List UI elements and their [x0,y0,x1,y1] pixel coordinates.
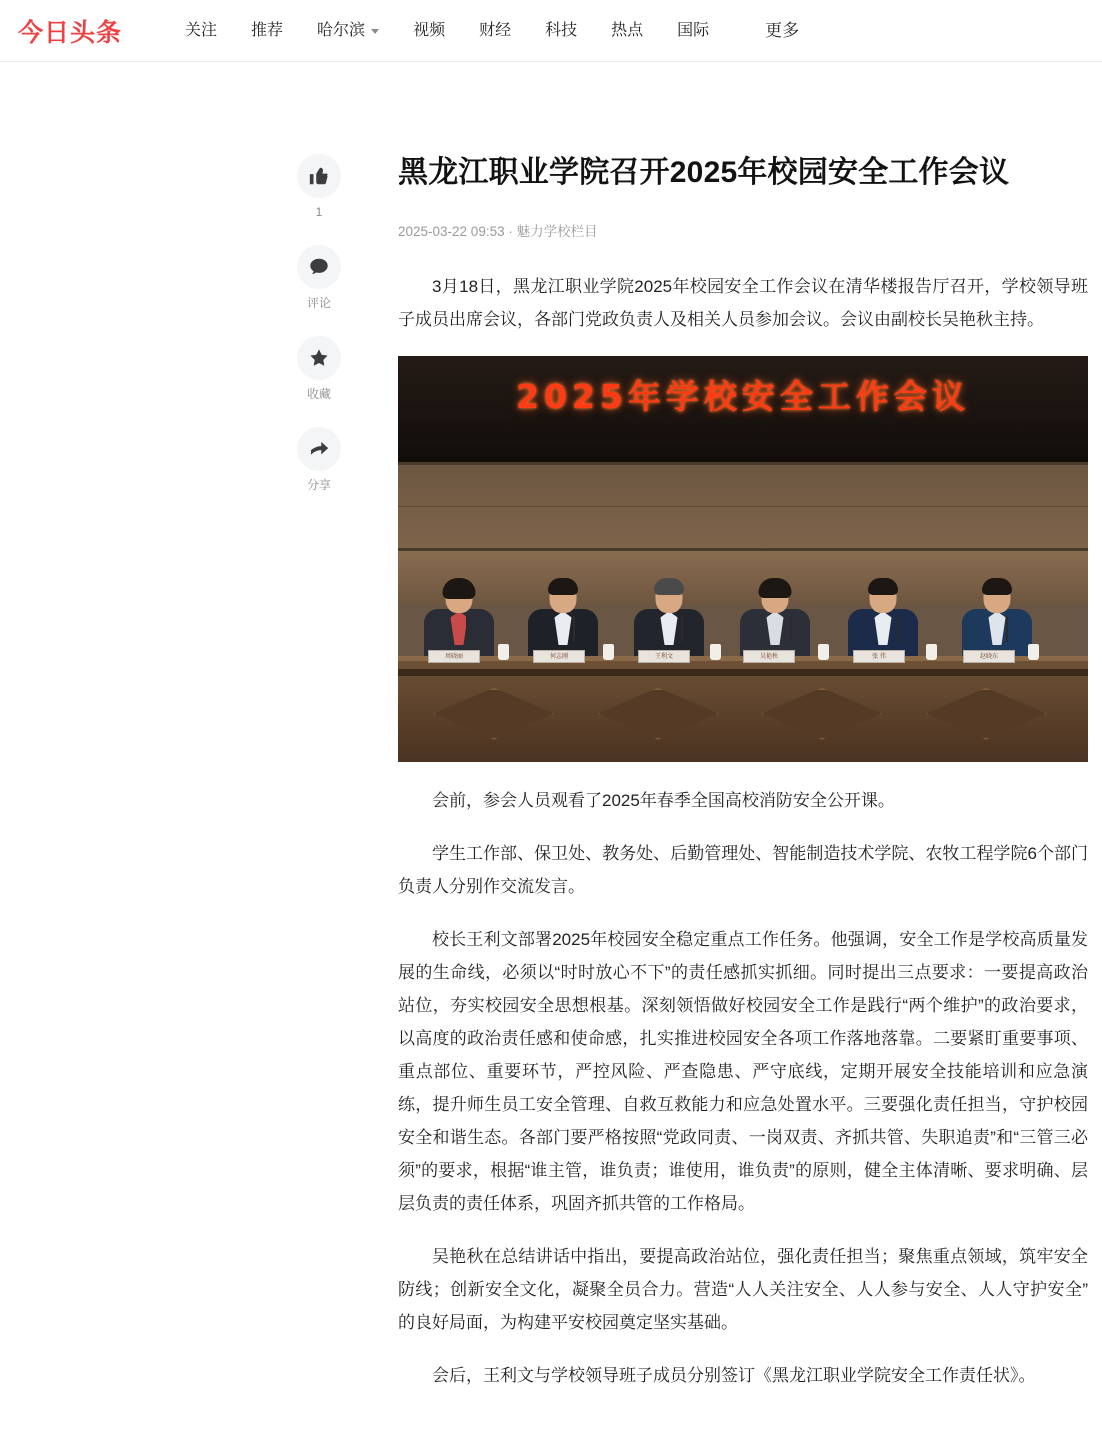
photo-banner [398,356,1088,462]
photo-table [398,656,1088,762]
photo-nameplate: 王利文 [638,650,690,663]
comment-label: 评论 [306,296,331,310]
article-action-bar [288,154,350,518]
nav-item-hot[interactable]: 热点 [611,21,644,39]
star-icon [297,336,341,380]
article-container [398,62,1088,1452]
article-figure [398,356,1088,762]
page-body [0,62,1102,1452]
nav-item-world[interactable]: 国际 [677,21,710,39]
site-header [0,0,1102,62]
photo-nameplate: 张 伟 [853,650,905,663]
nav-item-finance[interactable]: 财经 [479,21,512,39]
like-count: 1 [315,205,323,219]
photo-nameplate: 何志刚 [533,650,585,663]
article-paragraph: 校长王利文部署2025年校园安全稳定重点工作任务。他强调，安全工作是学校高质量发展的生命线，必须以“时时放心不下”的责任感抓实抓细。同时提出三点要求：一要提高政治站位，夯实校园安全思想根基。深刻领悟做好校园安全工作是践行“两个维护”的政治要求，以高度的政治责任感和使命感，扎实推进校园安全各项工作落地落靠。二要紧盯重要事项、重点部位、重要环节，严控风险、严查隐患、严守底线，定期开展安全技能培训和应急演练，提升师生员工安全管理、自救互救能力和应急处置水平。三要强化责任担当，守护校园安全和谐生态。各部门要严格按照“党政同责、一岗双责、齐抓共管、失职追责”和“三管三必须”的要求，根据“谁主管，谁负责；谁使用，谁负责”的原则，健全主体清晰、要求明确、层层负责的责任体系，巩固齐抓共管的工作格局。 [398,930,1088,1213]
photo-wood-panel [398,462,1088,551]
site-logo[interactable]: 今日头条 [14,11,126,51]
favorite-action[interactable] [297,336,341,401]
main-nav [168,0,816,62]
article-meta: 2025-03-22 09:53 · 魅力学校栏目 [398,224,598,239]
thumbs-up-icon [297,154,341,198]
comment-action[interactable] [297,245,341,310]
article-paragraph: 吴艳秋在总结讲话中指出，要提高政治站位，强化责任担当；聚焦重点领域，筑牢安全防线；创新安全文化，凝聚全员合力。营造“人人关注安全、人人参与安全、人人守护安全”的良好局面，为构建平安校园奠定坚实基础。 [398,1247,1088,1332]
chevron-down-icon [371,29,379,34]
comment-icon [297,245,341,289]
photo-nameplate: 赵晓东 [963,650,1015,663]
article-paragraph: 学生工作部、保卫处、教务处、后勤管理处、智能制造技术学院、农牧工程学院6个部门负责人分别作交流发言。 [398,844,1088,896]
photo-banner-text: 2025年学校安全工作会议 [516,376,970,416]
like-action[interactable] [297,154,341,219]
page-title: 黑龙江职业学院召开2025年校园安全工作会议 [398,156,1010,189]
nav-item-more[interactable]: 更多 [765,20,800,40]
nav-item-city-label: 哈尔滨 [317,21,366,39]
article-paragraph: 会前，参会人员观看了2025年春季全国高校消防安全公开课。 [432,791,895,810]
nav-item-tech[interactable]: 科技 [545,21,578,39]
nav-item-recommend[interactable]: 推荐 [251,21,284,39]
photo-nameplate: 周晓丽 [428,650,480,663]
photo-nameplate: 吴艳秋 [743,650,795,663]
favorite-label: 收藏 [306,387,331,401]
share-label: 分享 [306,478,331,492]
share-icon [297,427,341,471]
nav-item-follow[interactable]: 关注 [185,21,218,39]
nav-item-video[interactable]: 视频 [413,21,446,39]
meeting-photo [398,356,1088,762]
article-paragraph: 3月18日，黑龙江职业学院2025年校园安全工作会议在清华楼报告厅召开，学校领导班子成员出席会议，各部门党政负责人及相关人员参加会议。会议由副校长吴艳秋主持。 [398,277,1088,329]
share-action[interactable] [297,427,341,492]
nav-item-city[interactable] [300,0,396,62]
article-paragraph: 会后，王利文与学校领导班子成员分别签订《黑龙江职业学院安全工作责任状》。 [432,1366,1036,1385]
